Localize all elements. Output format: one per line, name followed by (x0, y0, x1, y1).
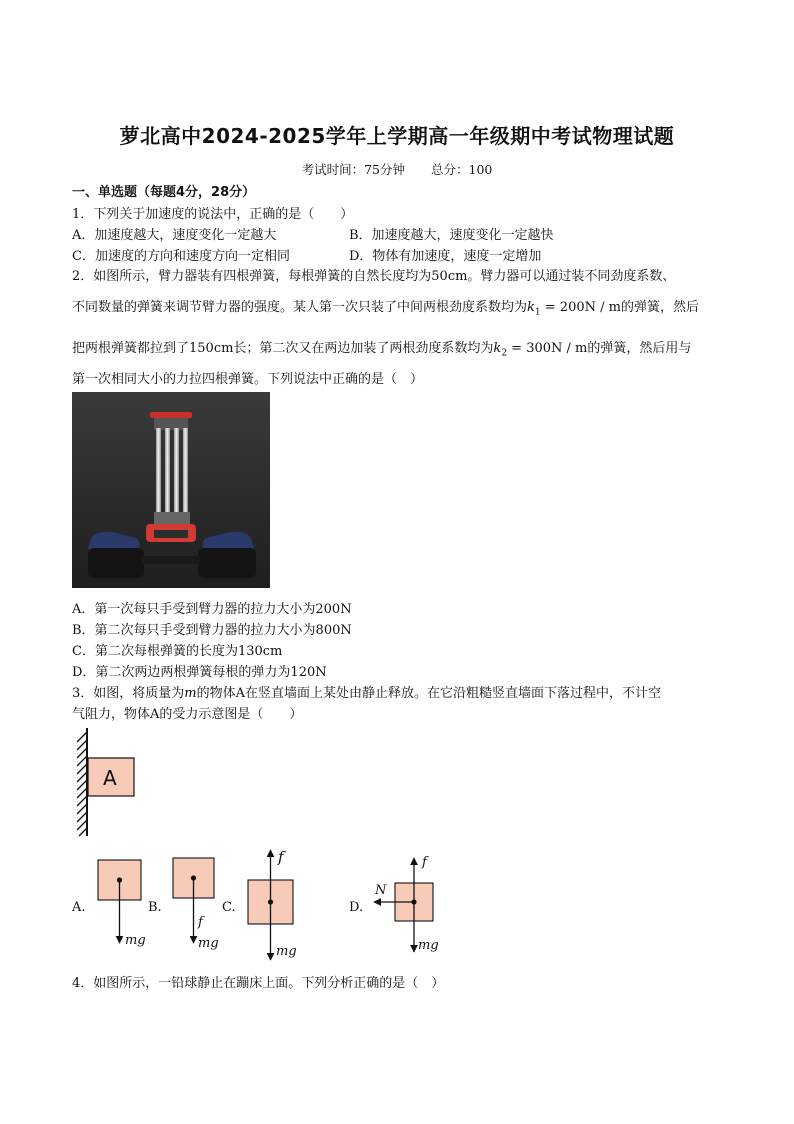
q2-option-c: C．第二次每根弹簧的长度为130cm (72, 644, 283, 659)
choice-a-label: A. (72, 900, 86, 915)
k1-value: = 200N / m (540, 300, 621, 315)
k2-value: = 300N / m (507, 341, 588, 356)
q3-line1: 3．如图，将质量为m的物体A在竖直墙面上某处由静止释放。在它沿粗糙竖直墙面下落过程中，不计空 (72, 686, 661, 701)
q2-line1: 2．如图所示，臂力器装有四根弹簧，每根弹簧的自然长度均为50cm。臂力器可以通过装不同劲度系数、 (72, 269, 676, 284)
choice-c-f-label: f (278, 848, 284, 866)
arm-exerciser-photo (72, 392, 270, 588)
q2-line2: 不同数量的弹簧来调节臂力器的强度。某人第一次只装了中间两根劲度系数均为$k_1 = 200N / m$的弹簧，然后 (72, 300, 699, 318)
choice-b-f-label: f (198, 915, 203, 930)
k1-symbol: k (527, 300, 535, 315)
q2-line3: 把两根弹簧都拉到了150cm长；第二次又在两边加装了两根劲度系数均为$k_2 = 300N / m$的弹簧，然后用与 (72, 341, 692, 359)
block-a-label: A (103, 766, 117, 790)
q2-option-d: D．第二次两边两根弹簧每根的弹力为120N (72, 665, 327, 680)
q4-stem: 4．如图所示，一铅球静止在蹦床上面。下列分析正确的是（ ） (72, 976, 445, 991)
q2-option-a: A．第一次每只手受到臂力器的拉力大小为200N (72, 602, 352, 617)
k2-symbol: k (493, 341, 502, 356)
choice-c-mg-label: mg (276, 944, 297, 959)
q2-line4: 第一次相同大小的力拉四根弹簧。下列说法中正确的是（ ） (72, 372, 424, 387)
choice-b-label: B. (148, 900, 162, 915)
q2-option-b: B．第二次每只手受到臂力器的拉力大小为800N (72, 623, 352, 638)
exam-info (0, 160, 794, 178)
exam-score: 总分：100 (431, 162, 493, 177)
choice-a-diagram (98, 860, 141, 943)
choice-d-mg-label: mg (418, 938, 439, 953)
q1-option-d: D．物体有加速度，速度一定增加 (349, 249, 542, 264)
q1-option-c: C．加速度的方向和速度方向一定相同 (72, 249, 290, 264)
force-diagrams (60, 840, 480, 965)
exam-title: 萝北高中2024-2025学年上学期高一年级期中考试物理试题 (119, 124, 675, 148)
choice-d-f-label: f (422, 855, 427, 870)
choice-d-label: D. (349, 900, 364, 915)
q1-option-b: B．加速度越大，速度变化一定越快 (349, 228, 554, 243)
q1-option-a: A．加速度越大，速度变化一定越大 (72, 228, 277, 243)
choice-b-diagram (173, 858, 214, 943)
exam-time: 考试时间：75分钟 (301, 162, 406, 177)
q1-stem: 1．下列关于加速度的说法中，正确的是（ ） (72, 207, 354, 222)
choice-a-mg-label: mg (125, 933, 146, 948)
section-heading: 一、单选题（每题4分，28分） (72, 185, 256, 200)
choice-d-n-label: N (375, 883, 387, 898)
choice-c-label: C. (222, 900, 236, 915)
choice-b-mg-label: mg (198, 936, 219, 951)
q3-line2: 气阻力，物体A的受力示意图是（ ） (72, 707, 303, 722)
